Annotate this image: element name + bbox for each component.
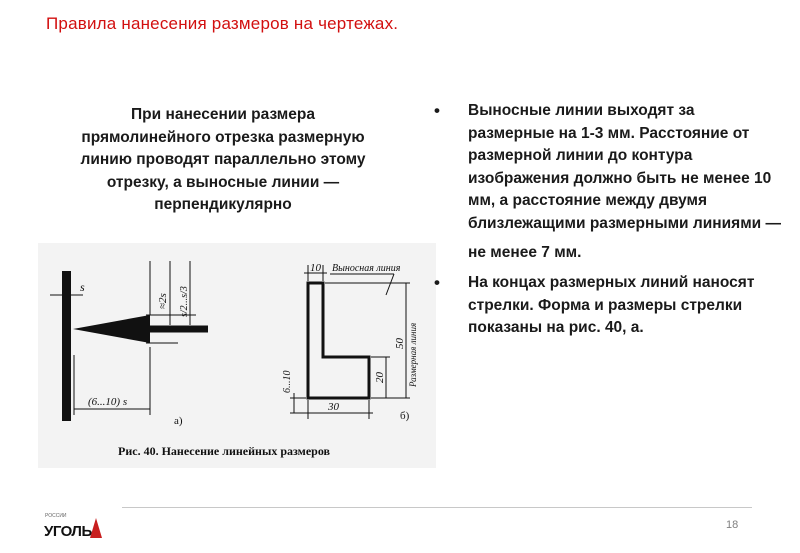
logo-flame-icon <box>90 518 102 538</box>
list-item <box>434 100 784 264</box>
figure-caption: Рис. 40. Нанесение линейных размеров <box>118 444 331 458</box>
part-contour <box>308 283 369 398</box>
slide-title: Правила нанесения размеров на чертежах. <box>46 14 399 33</box>
left-text-block: При нанесении размера прямолинейного отрезка размерную линию проводят параллельно этому отрезку, а выносные линии — перпендикулярно <box>80 106 366 214</box>
logo-subtext: РОССИИ <box>45 513 67 519</box>
label-a: а) <box>174 415 183 427</box>
figure-40 <box>38 243 436 468</box>
right-bullet-list <box>434 100 784 348</box>
bullet-text-1-continuation: не менее 7 мм. <box>468 243 582 261</box>
dim-s-label: s <box>80 280 85 294</box>
label-vynosnaya: Выносная линия <box>332 263 401 274</box>
logo-text: УГОЛЬ <box>44 523 92 540</box>
logo <box>44 510 108 549</box>
thick-contour-line <box>62 271 71 421</box>
label-razmernaya: Размерная линия <box>408 322 418 387</box>
bullet-icon: • <box>434 273 440 293</box>
dim-2s-label: ≈2s <box>157 293 169 309</box>
bullet-text-1: Выносные линии выходят за размерные на 1-3 мм. Расстояние от размерной линии до контура изображения должно быть не менее 10 мм, а расстояние между двумя близлежащими размерными линиями — <box>468 102 781 232</box>
dim-20: 20 <box>374 372 386 383</box>
label-b: б) <box>400 410 410 422</box>
dim-6-10s-label: (6...10) s <box>88 396 128 408</box>
footer-divider <box>122 507 752 508</box>
list-item <box>434 272 784 340</box>
dim-30: 30 <box>328 401 339 413</box>
arrow-head <box>73 315 150 343</box>
dim-6-10: 6...10 <box>282 370 293 393</box>
dim-s2-s3-label: s/2...s/3 <box>179 286 190 317</box>
page-number: 18 <box>726 519 739 531</box>
bullet-text-2: На концах размерных линий наносят стрелки. Форма и размеры стрелки показаны на рис. 40, а. <box>468 274 755 337</box>
dim-10-top: 10 <box>310 262 321 274</box>
bullet-icon: • <box>434 101 440 120</box>
dim-50: 50 <box>394 338 406 349</box>
